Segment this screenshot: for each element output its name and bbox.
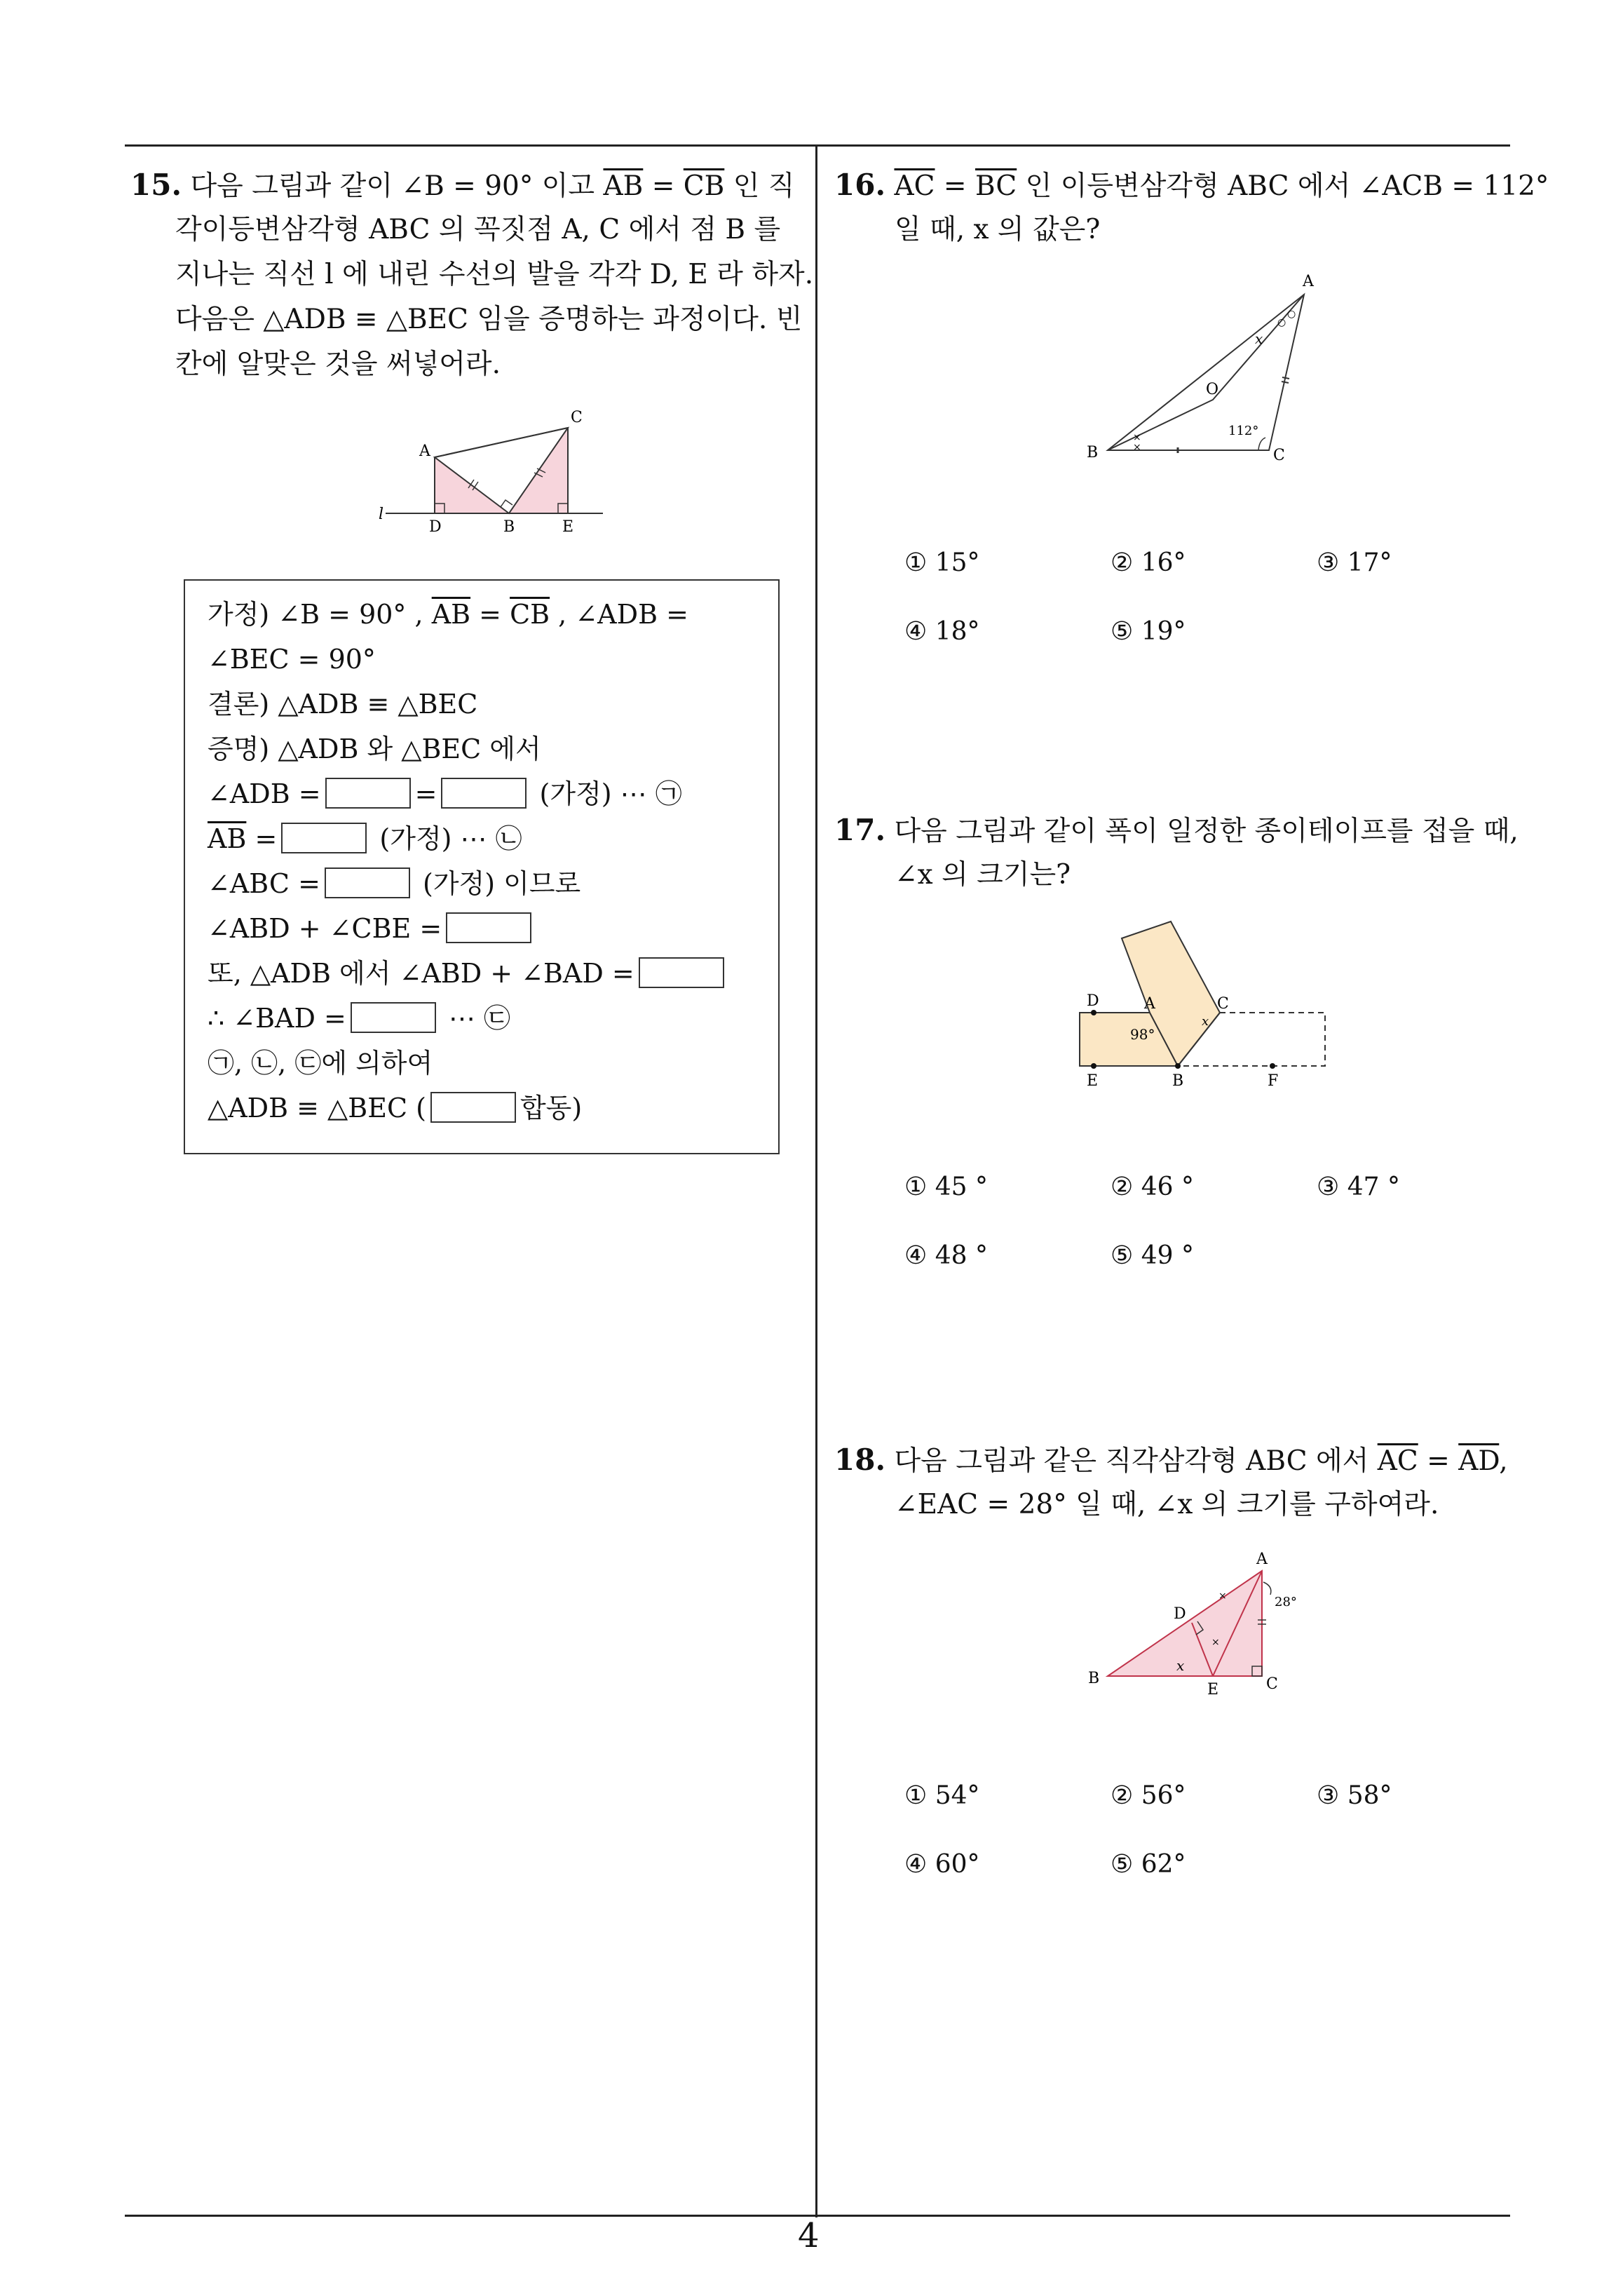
q15-line-4: 다음은 △ADB ≡ △BEC 임을 증명하는 과정이다. 빈 (175, 304, 803, 335)
q16-label-o: O (1206, 381, 1219, 398)
q17-choice-2[interactable]: ② 46 ° (1111, 1173, 1194, 1201)
q17-choice-4[interactable]: ④ 48 ° (904, 1241, 988, 1270)
top-rule (125, 144, 1510, 147)
q17-line-1: 17. 다음 그림과 같이 폭이 일정한 종이테이프를 접을 때, (834, 813, 1519, 847)
q17-label-98: 98° (1130, 1026, 1155, 1043)
proof-line-11: ㉠, ㉡, ㉢에 의하여 (208, 1048, 433, 1079)
q18-choice-1[interactable]: ① 54° (904, 1781, 980, 1810)
proof-line-1: 가정) ∠B = 90° , $\overline{AB} = \overline{CB}$ , ∠ADB = (208, 599, 688, 630)
q15-proof-box (184, 579, 780, 1154)
q16-label-112: 112° (1228, 424, 1259, 438)
q16-choice-3[interactable]: ③ 17° (1317, 548, 1392, 577)
q16-label-b: B (1087, 444, 1099, 461)
q18-figure (1087, 1543, 1325, 1711)
q15-label-l: l (379, 506, 384, 523)
q17-label-c: C (1217, 995, 1229, 1013)
page-number: 4 (798, 2216, 820, 2255)
q17-line-2: ∠x 의 크기는? (895, 859, 1071, 891)
q17-label-a: A (1144, 995, 1155, 1013)
proof-line-6: $\overline{AB}$ = (가정) ⋯ ㉡ (208, 823, 522, 854)
q18-choice-3[interactable]: ③ 58° (1317, 1781, 1392, 1810)
q18-label-x: x (1176, 1657, 1185, 1674)
q16-choice-5[interactable]: ⑤ 19° (1111, 617, 1186, 646)
q16-label-a: A (1303, 273, 1314, 290)
q16-choice-2[interactable]: ② 16° (1111, 548, 1186, 577)
svg-text:○: ○ (1287, 309, 1296, 320)
q17-label-e: E (1087, 1072, 1099, 1090)
proof-line-4: 증명) △ADB 와 △BEC 에서 (208, 734, 541, 764)
q18-label-c: C (1266, 1675, 1278, 1693)
q16-number: 16. (834, 168, 886, 202)
q15-line-2: 각이등변삼각형 ABC 의 꼭짓점 A, C 에서 점 B 를 (175, 214, 781, 245)
blank-4[interactable] (325, 867, 410, 898)
q18-number: 18. (834, 1443, 886, 1477)
q17-label-f: F (1268, 1072, 1279, 1090)
q16-choice-1[interactable]: ① 15° (904, 548, 980, 577)
q16-label-c: C (1273, 447, 1285, 464)
svg-text:○: ○ (1277, 317, 1286, 328)
q17-number: 17. (834, 813, 886, 847)
proof-line-7: ∠ABC = (가정) 이므로 (208, 868, 581, 899)
q18-label-d: D (1174, 1605, 1186, 1623)
q18-choice-2[interactable]: ② 56° (1111, 1781, 1186, 1810)
proof-line-8: ∠ABD + ∠CBE = (208, 906, 536, 951)
q15-label-a: A (419, 443, 430, 460)
svg-text:×: × (1133, 442, 1141, 453)
q15-figure (379, 400, 617, 540)
q17-label-b: B (1172, 1072, 1184, 1090)
proof-line-10: ∴ ∠BAD = ⋯ ㉢ (208, 1003, 511, 1034)
segment-cb: $\overline{CB}$ (683, 170, 725, 202)
blank-7[interactable] (351, 1002, 436, 1033)
q18-label-a: A (1256, 1551, 1268, 1568)
blank-3[interactable] (281, 823, 367, 853)
svg-text:×: × (1218, 1591, 1227, 1602)
q16-line-1: 16. $\overline{AC} = \overline{BC}$ 인 이등변삼각형 ABC 에서 ∠ACB = 112° (834, 168, 1549, 202)
q16-line-2: 일 때, x 의 값은? (895, 214, 1101, 245)
proof-line-12: △ADB ≡ △BEC ( 합동) (208, 1093, 583, 1123)
blank-6[interactable] (639, 957, 724, 988)
q15-line-1: 15. 다음 그림과 같이 ∠B = 90° 이고 $\overline{AB} = \overline{CB}$ 인 직 (130, 168, 795, 202)
q18-label-28: 28° (1275, 1595, 1297, 1609)
blank-5[interactable] (446, 912, 531, 943)
q16-figure (1080, 266, 1332, 470)
svg-text:×: × (1133, 432, 1141, 443)
q15-label-e: E (562, 518, 574, 536)
q18-label-b: B (1088, 1670, 1100, 1687)
segment-ab: $\overline{AB}$ (603, 170, 644, 202)
proof-line-9: 또, △ADB 에서 ∠ABD + ∠BAD = (208, 951, 728, 996)
proof-line-5: ∠ADB = = (가정) ⋯ ㉠ (208, 778, 682, 809)
q15-label-d: D (429, 518, 442, 536)
q15-number: 15. (130, 168, 182, 202)
q15-label-c: C (571, 409, 583, 426)
q15-label-b: B (503, 518, 515, 536)
q17-choice-5[interactable]: ⑤ 49 ° (1111, 1241, 1194, 1270)
q16-label-x: x (1255, 330, 1263, 347)
q18-label-e: E (1207, 1681, 1219, 1699)
q17-label-d: D (1087, 992, 1099, 1010)
proof-line-2: ∠BEC = 90° (208, 644, 376, 675)
blank-8[interactable] (430, 1092, 516, 1123)
column-divider (815, 144, 817, 2217)
q18-choice-5[interactable]: ⑤ 62° (1111, 1850, 1186, 1879)
q17-choice-1[interactable]: ① 45 ° (904, 1173, 988, 1201)
q17-figure (1073, 912, 1332, 1094)
q16-choice-4[interactable]: ④ 18° (904, 617, 980, 646)
q17-label-x: x (1202, 1014, 1209, 1029)
q15-line-5: 칸에 알맞은 것을 써넣어라. (175, 349, 501, 380)
q18-line-1: 18. 다음 그림과 같은 직각삼각형 ABC 에서 $\overline{AC} = \overline{AD}$, (834, 1443, 1508, 1477)
q18-line-2: ∠EAC = 28° 일 때, ∠x 의 크기를 구하여라. (895, 1489, 1439, 1520)
q18-choice-4[interactable]: ④ 60° (904, 1850, 980, 1879)
proof-line-3: 결론) △ADB ≡ △BEC (208, 689, 478, 720)
svg-text:×: × (1211, 1637, 1220, 1648)
q15-line-3: 지나는 직선 l 에 내린 수선의 발을 각각 D, E 라 하자. (175, 259, 814, 290)
q17-choice-3[interactable]: ③ 47 ° (1317, 1173, 1400, 1201)
blank-1[interactable] (325, 778, 411, 809)
blank-2[interactable] (441, 778, 527, 809)
